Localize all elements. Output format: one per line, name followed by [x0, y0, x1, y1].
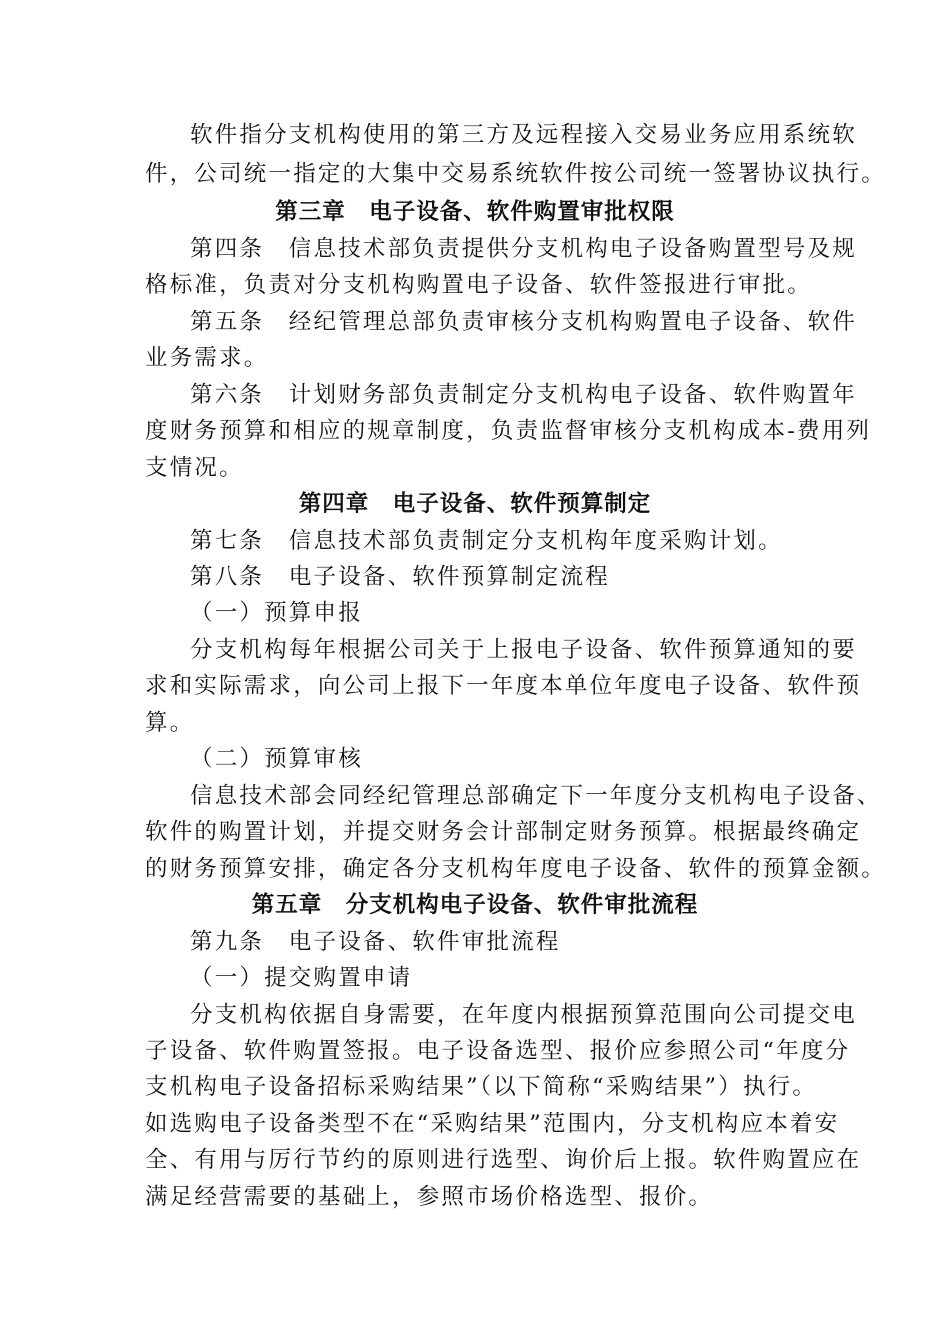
subsection-heading: （一）提交购置申请 [190, 965, 413, 991]
paragraph-line: 子设备、软件购置签报。电子设备选型、报价应参照公司“年度分 [145, 1038, 851, 1064]
paragraph-line: 件，公司统一指定的大集中交易系统软件按公司统一签署协议执行。 [145, 161, 887, 187]
article-line: 第八条 电子设备、软件预算制定流程 [190, 564, 610, 590]
subsection-heading: （一）预算申报 [190, 600, 363, 626]
paragraph-line: 信息技术部会同经纪管理总部确定下一年度分支机构电子设备、 [190, 783, 882, 809]
paragraph-line: 的财务预算安排，确定各分支机构年度电子设备、软件的预算金额。 [145, 856, 887, 882]
subsection-heading: （二）预算审核 [190, 746, 363, 772]
paragraph-line: 如选购电子设备类型不在“采购结果”范围内，分支机构应本着安 [145, 1111, 840, 1137]
paragraph-line: 分支机构依据自身需要，在年度内根据预算范围向公司提交电 [190, 1002, 857, 1028]
article-line: 第七条 信息技术部负责制定分支机构年度采购计划。 [190, 528, 783, 554]
paragraph-line: 求和实际需求，向公司上报下一年度本单位年度电子设备、软件预 [145, 673, 862, 699]
article-line: 第四条 信息技术部负责提供分支机构电子设备购置型号及规 [190, 236, 857, 262]
article-line: 第五条 经纪管理总部负责审核分支机构购置电子设备、软件 [190, 309, 857, 335]
article-line: 第九条 电子设备、软件审批流程 [190, 929, 561, 955]
paragraph-line: 软件的购置计划，并提交财务会计部制定财务预算。根据最终确定 [145, 819, 862, 845]
paragraph-line: 满足经营需要的基础上，参照市场价格选型、报价。 [145, 1184, 714, 1210]
paragraph-line: 分支机构每年根据公司关于上报电子设备、软件预算通知的要 [190, 637, 857, 663]
paragraph-line: 度财务预算和相应的规章制度，负责监督审核分支机构成本-费用列 [145, 418, 872, 444]
paragraph-line: 支情况。 [145, 455, 244, 481]
paragraph-line: 格标准，负责对分支机构购置电子设备、软件签报进行审批。 [145, 272, 812, 298]
chapter-heading: 第五章 分支机构电子设备、软件审批流程 [251, 892, 699, 918]
paragraph-line: 业务需求。 [145, 345, 269, 371]
chapter-heading: 第三章 电子设备、软件购置审批权限 [275, 199, 675, 225]
paragraph-line: 算。 [145, 710, 195, 736]
paragraph-line: 全、有用与厉行节约的原则进行选型、询价后上报。软件购置应在 [145, 1147, 862, 1173]
paragraph-line: 软件指分支机构使用的第三方及远程接入交易业务应用系统软 [190, 122, 857, 148]
chapter-heading: 第四章 电子设备、软件预算制定 [298, 491, 652, 517]
article-line: 第六条 计划财务部负责制定分支机构电子设备、软件购置年 [190, 382, 857, 408]
paragraph-line: 支机构电子设备招标采购结果”（以下简称“采购结果”）执行。 [145, 1074, 818, 1100]
